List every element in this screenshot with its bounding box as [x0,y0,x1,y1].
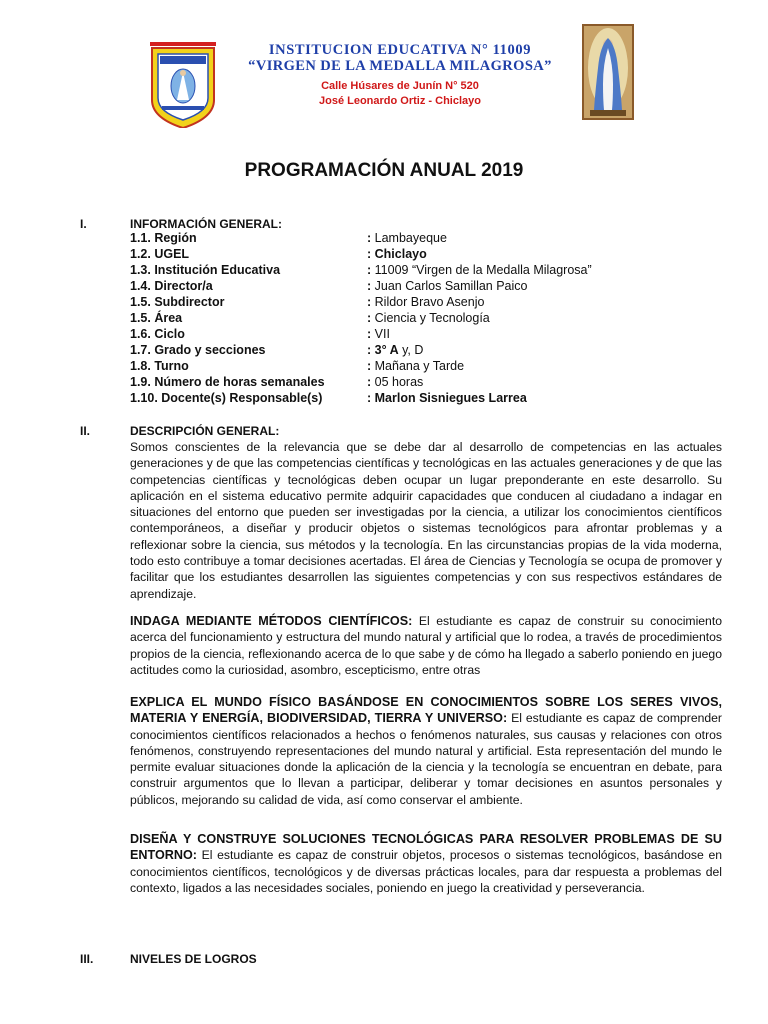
info-row: 1.2. UGEL : Chiclayo [130,247,427,261]
info-label: 1.8. Turno [130,359,189,373]
info-label: 1.5. Subdirector [130,295,225,309]
info-label: 1.3. Institución Educativa [130,263,281,277]
info-label: 1.4. Director/a [130,279,213,293]
info-label: 1.2. UGEL [130,247,190,261]
section-number: II. [80,424,91,438]
info-value: 05 horas [374,375,424,389]
document-title: PROGRAMACIÓN ANUAL 2019 [244,160,524,181]
info-row: 1.5. Área : Ciencia y Tecnología [130,311,490,325]
info-value: Juan Carlos Samillan Paico [374,279,528,293]
section-heading-general-info: INFORMACIÓN GENERAL: [130,217,282,231]
info-row: 1.3. Institución Educativa : 11009 “Virgen de la Medalla Milagrosa” [130,263,592,277]
competency-heading: DISEÑA Y CONSTRUYE SOLUCIONES TECNOLÓGICAS PARA RESOLVER PROBLEMAS DE SU ENTORNO: [130,832,722,863]
institution-address: Calle Húsares de Junín N° 520 [321,80,479,92]
info-value-strong: 3° A [374,343,399,357]
virgin-mary-image [582,24,634,120]
info-label: 1.6. Ciclo [130,327,185,341]
info-value: VII [374,327,390,341]
school-crest-logo [150,42,216,128]
competency-paragraph [130,831,722,896]
section-number: I. [80,217,87,231]
info-row: 1.6. Ciclo : VII [130,327,390,341]
institution-name-line2: “VIRGEN DE LA MEDALLA MILAGROSA” [248,58,552,74]
info-row: 1.7. Grado y secciones : 3° A y, D [130,343,424,357]
competency-paragraph [130,613,722,678]
info-value: 11009 “Virgen de la Medalla Milagrosa” [374,263,592,277]
info-value: y, D [398,343,424,357]
section-heading-description: DESCRIPCIÓN GENERAL: [130,424,280,438]
competency-text: El estudiante es capaz de construir objetos, procesos o sistemas tecnológicos, basándose en conocimientos científicos, tecnológicos y de diversas prácticas locales, para dar respuesta a problemas del contexto, ligados a las necesidades sociales, poniendo en juego la creatividad y perseverancia. [130,848,722,895]
section-heading-achievement-levels: NIVELES DE LOGROS [130,952,257,966]
info-row: 1.10. Docente(s) Responsable(s) : Marlon Sisniegues Larrea [130,391,527,405]
info-row: 1.1. Región : Lambayeque [130,231,447,245]
info-row: 1.4. Director/a : Juan Carlos Samillan Paico [130,279,528,293]
competency-text: El estudiante es capaz de construir su conocimiento acerca del funcionamiento y estructura del mundo natural y artificial que lo rodea, a través de procedimientos propios de la ciencia, reflexionando acerca de lo que sabe y de cómo ha llegado a saberlo poniendo en juego actitudes como la curiosidad, asombro, escepticismo, entre otras [130,614,722,677]
info-value: Lambayeque [374,231,447,245]
info-value: Chiclayo [374,247,427,261]
info-row: 1.8. Turno : Mañana y Tarde [130,359,465,373]
info-label: 1.7. Grado y secciones [130,343,266,357]
info-row: 1.9. Número de horas semanales : 05 horas [130,375,424,389]
competency-heading: INDAGA MEDIANTE MÉTODOS CIENTÍFICOS: [130,614,413,628]
competency-text: El estudiante es capaz de comprender conocimientos científicos relacionados a hechos o fenómenos naturales, sus causas y relaciones con otros fenómenos, construyendo representaciones del mundo natural y artificial. Esta representación del mundo le permite evaluar situaciones donde la aplicación de la ciencia y la tecnología se encuentran en debate, para construir argumentos que lo llevan a participar, deliberar y tomar decisiones en asuntos personales y públicos, mejorando su calidad de vida, así como conservar el ambiente. [130,711,722,807]
info-label: 1.10. Docente(s) Responsable(s) [130,391,323,405]
info-label: 1.5. Área [130,311,183,325]
institution-district: José Leonardo Ortiz - Chiclayo [319,95,481,107]
info-value: Ciencia y Tecnología [374,311,490,325]
info-value: Marlon Sisniegues Larrea [374,391,527,405]
info-value: Rildor Bravo Asenjo [374,295,485,309]
institution-name: INSTITUCION EDUCATIVA N° 11009 [268,42,532,58]
info-row: 1.5. Subdirector : Rildor Bravo Asenjo [130,295,485,309]
description-paragraph: Somos conscientes de la relevancia que se debe dar al desarrollo de competencias en las actuales generaciones y de que las competencias científicas y tecnológicas en las actuales generaciones y de que las competencias científicas y tecnológicas deben ocupar un lugar preponderante en este desarrollo. Su aplicación en el sistema educativo permite adquirir capacidades que conducen al ciudadano a indagar en situaciones del entorno que pueden ser investigadas por la ciencia, a utilizar los conocimientos científicos contemporáneos, a diseñar y producir objetos o sistemas tecnológicos para afrontar problemas y a reflexionar sobre la ciencia, sus métodos y la tecnología. En las circunstancias propias de la vida moderna, todo esto contribuye a tomar decisiones acertadas. El área de Ciencias y Tecnología se ocupa de promover y facilitar que los estudiantes desarrollen las siguientes competencias y con sus respectivos estándares de aprendizaje. [130,440,722,601]
info-value: Mañana y Tarde [374,359,465,373]
competency-paragraph [130,694,722,808]
info-label: 1.9. Número de horas semanales [130,375,325,389]
info-label: 1.1. Región [130,231,197,245]
competency-heading: EXPLICA EL MUNDO FÍSICO BASÁNDOSE EN CONOCIMIENTOS SOBRE LOS SERES VIVOS, MATERIA Y ENERGÍA, BIODIVERSIDAD, TIERRA Y UNIVERSO: [130,695,722,726]
section-number: III. [80,952,94,966]
